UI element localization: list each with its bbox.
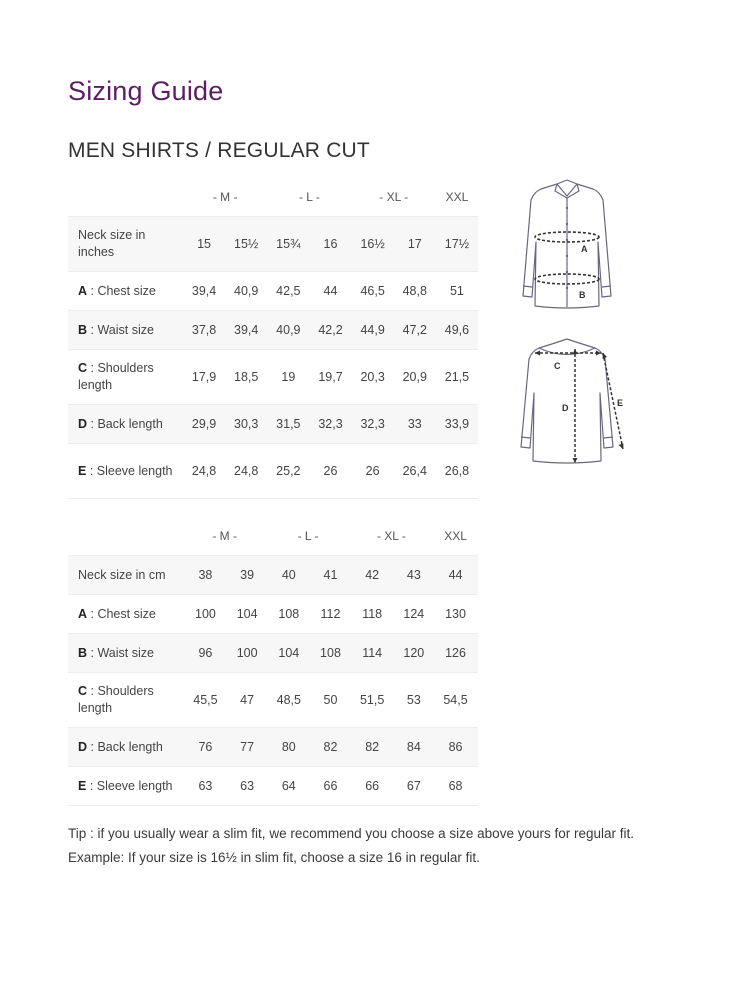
table-header-row: [68, 517, 478, 556]
table-cell: 39,4: [183, 272, 225, 311]
row-key: A: [78, 283, 88, 298]
table-cell: 24,8: [183, 444, 225, 499]
table-cell: 120: [395, 634, 433, 673]
shirt-collar: [555, 184, 579, 198]
header-size-xl: - XL -: [379, 190, 409, 204]
row-name: : Back length: [87, 739, 163, 754]
table-cell: 44,9: [352, 311, 394, 350]
table-cell: 30,3: [225, 405, 267, 444]
table-cell: 96: [183, 634, 228, 673]
header-size-m: - M -: [212, 529, 237, 543]
header-size-l: - L -: [298, 190, 320, 204]
row-label: [68, 444, 183, 499]
table-cell: 19,7: [309, 350, 351, 405]
row-name: : Waist size: [87, 322, 154, 337]
table-cell: 44: [433, 556, 478, 595]
table-row: [68, 634, 478, 673]
row-key: A: [78, 606, 88, 621]
header-size-m: - M -: [212, 190, 238, 204]
row-label: [68, 728, 183, 767]
sizing-tip: Tip : if you usually wear a slim fit, we recommend you choose a size above yours for regular fit. Example: If your size is 16½ in slim fit, choose a size 16 in regular fit.: [68, 826, 634, 865]
table-cell: 17,9: [183, 350, 225, 405]
table-row: [68, 595, 478, 634]
header-size-xxl: XXL: [444, 529, 467, 543]
table-cell: 31,5: [267, 405, 309, 444]
row-name: Neck size in cm: [78, 567, 166, 582]
table-cell: 100: [183, 595, 228, 634]
table-cell: 16½: [352, 217, 394, 272]
label-c: C: [554, 361, 561, 371]
row-name: : Shoulders length: [78, 684, 154, 715]
row-label: [68, 311, 183, 350]
table-cell: 76: [183, 728, 228, 767]
header-size-l: - L -: [297, 529, 319, 543]
table-cell: 42,2: [309, 311, 351, 350]
table-cell: 15: [183, 217, 225, 272]
row-label: [68, 350, 183, 405]
table-cell: 41: [311, 556, 349, 595]
table-cell: 66: [311, 767, 349, 806]
table-cell: 50: [311, 673, 349, 728]
section-title: MEN SHIRTS / REGULAR CUT: [68, 139, 370, 162]
row-key: D: [78, 739, 88, 754]
table-row: [68, 728, 478, 767]
label-e: E: [617, 398, 624, 408]
size-table-cm: [68, 517, 478, 806]
table-row: [68, 556, 478, 595]
row-label: [68, 217, 183, 272]
row-key: B: [78, 645, 88, 660]
table-cell: 68: [433, 767, 478, 806]
table-cell: 118: [350, 595, 395, 634]
row-key: D: [78, 416, 88, 431]
table-cell: 124: [395, 595, 433, 634]
table-row: [68, 673, 478, 728]
row-key: C: [78, 684, 88, 698]
table-cell: 51: [436, 272, 478, 311]
row-name: : Waist size: [87, 645, 154, 660]
row-name: : Back length: [87, 416, 163, 431]
table-cell: 40: [266, 556, 311, 595]
table-cell: 49,6: [436, 311, 478, 350]
table-cell: 53: [395, 673, 433, 728]
shirt-back-outline: [521, 339, 613, 463]
table-cell: 46,5: [352, 272, 394, 311]
header-label: [68, 517, 183, 556]
row-label: [68, 673, 183, 728]
table-cell: 39: [228, 556, 266, 595]
table-cell: 66: [350, 767, 395, 806]
table-cell: 82: [311, 728, 349, 767]
row-label: [68, 634, 183, 673]
table-row: [68, 272, 478, 311]
row-key: C: [78, 361, 88, 375]
table-cell: 17½: [436, 217, 478, 272]
table-row: [68, 350, 478, 405]
row-name: : Chest size: [87, 283, 156, 298]
table-cell: 33: [394, 405, 436, 444]
table-cell: 39,4: [225, 311, 267, 350]
table-header-row: [68, 178, 478, 217]
table-cell: 24,8: [225, 444, 267, 499]
table-cell: 45,5: [183, 673, 228, 728]
row-label: [68, 556, 183, 595]
table-cell: 32,3: [352, 405, 394, 444]
table-cell: 77: [228, 728, 266, 767]
table-cell: 43: [395, 556, 433, 595]
table-cell: 44: [309, 272, 351, 311]
table-cell: 108: [311, 634, 349, 673]
table-cell: 54,5: [433, 673, 478, 728]
table-cell: 130: [433, 595, 478, 634]
table-cell: 67: [395, 767, 433, 806]
table-cell: 15¾: [267, 217, 309, 272]
table-cell: 108: [266, 595, 311, 634]
table-cell: 63: [183, 767, 228, 806]
table-cell: 26,4: [394, 444, 436, 499]
table-cell: 21,5: [436, 350, 478, 405]
row-name: : Shoulders length: [78, 361, 154, 392]
row-name: : Chest size: [87, 606, 156, 621]
row-label: [68, 272, 183, 311]
header-size-xxl: XXL: [445, 190, 469, 204]
header-size-xl: - XL -: [376, 529, 406, 543]
table-cell: 80: [266, 728, 311, 767]
label-d: D: [562, 403, 569, 413]
table-cell: 32,3: [309, 405, 351, 444]
table-cell: 26,8: [436, 444, 478, 499]
table-cell: 63: [228, 767, 266, 806]
table-cell: 37,8: [183, 311, 225, 350]
table-cell: 48,5: [266, 673, 311, 728]
table-cell: 86: [433, 728, 478, 767]
table-cell: 40,9: [267, 311, 309, 350]
table-row: [68, 217, 478, 272]
table-row: [68, 767, 478, 806]
table-cell: 20,9: [394, 350, 436, 405]
table-cell: 104: [228, 595, 266, 634]
table-cell: 126: [433, 634, 478, 673]
table-cell: 114: [350, 634, 395, 673]
label-b: B: [579, 290, 586, 300]
table-cell: 33,9: [436, 405, 478, 444]
table-cell: 64: [266, 767, 311, 806]
row-label: [68, 595, 183, 634]
table-cell: 100: [228, 634, 266, 673]
row-label: [68, 405, 183, 444]
table-cell: 47,2: [394, 311, 436, 350]
table-cell: 48,8: [394, 272, 436, 311]
table-row: [68, 311, 478, 350]
table-cell: 112: [311, 595, 349, 634]
table-cell: 38: [183, 556, 228, 595]
table-cell: 25,2: [267, 444, 309, 499]
table-cell: 40,9: [225, 272, 267, 311]
table-cell: 17: [394, 217, 436, 272]
table-cell: 47: [228, 673, 266, 728]
row-name: Neck size in inches: [78, 228, 146, 259]
row-key: E: [78, 778, 87, 793]
table-cell: 19: [267, 350, 309, 405]
table-row: [68, 405, 478, 444]
row-label: [68, 767, 183, 806]
table-cell: 84: [395, 728, 433, 767]
table-cell: 26: [352, 444, 394, 499]
shirt-front-diagram: [505, 176, 629, 316]
page-title: Sizing Guide: [68, 76, 224, 106]
row-name: : Sleeve length: [86, 463, 173, 478]
shirt-back-cuffs: [521, 437, 613, 438]
shirt-back-diagram: [505, 335, 640, 470]
label-a: A: [581, 244, 588, 254]
table-cell: 26: [309, 444, 351, 499]
table-row: [68, 444, 478, 499]
table-cell: 42: [350, 556, 395, 595]
table-cell: 51,5: [350, 673, 395, 728]
table-cell: 82: [350, 728, 395, 767]
size-table-inches: [68, 178, 478, 499]
table-cell: 29,9: [183, 405, 225, 444]
table-cell: 104: [266, 634, 311, 673]
table-cell: 15½: [225, 217, 267, 272]
table-cell: 18,5: [225, 350, 267, 405]
table-cell: 42,5: [267, 272, 309, 311]
row-key: E: [78, 463, 87, 478]
row-name: : Sleeve length: [86, 778, 173, 793]
row-key: B: [78, 322, 88, 337]
header-label: [68, 178, 183, 217]
table-cell: 20,3: [352, 350, 394, 405]
table-cell: 16: [309, 217, 351, 272]
